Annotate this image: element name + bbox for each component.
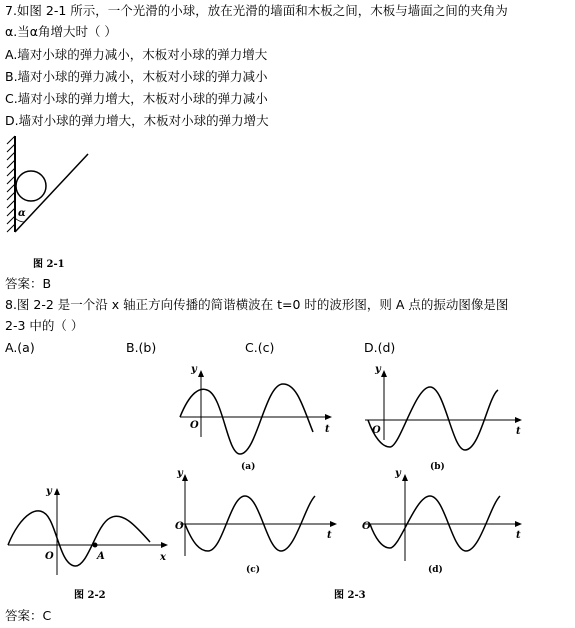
svg-text:y: y [177,468,183,479]
q7-stem-line2: α.当α角增大时（ ） [5,24,117,39]
svg-text:t: t [516,530,521,541]
q7-answer: 答案：B [5,276,52,291]
wooden-board [15,154,88,232]
svg-text:O: O [175,521,184,532]
figure-2-1-ball-between-wall-and-board [0,132,100,242]
q8-stem-line1: 8.图 2-2 是一个沿 x 轴正方向传播的简谐横波在 t=0 时的波形图，则 A 点的振动图像是图 [5,297,509,312]
figure-2-3-caption: 图 2-3 [334,590,366,601]
q7-option-d: D.墙对小球的弹力增大，木板对小球的弹力增大 [5,113,269,128]
ball [16,171,46,201]
wave-origin-label: O [45,551,54,562]
graph-a-curve [180,384,313,454]
q7-option-b: B.墙对小球的弹力减小，木板对小球的弹力减小 [5,69,268,84]
q8-option-c: C.(c) [245,340,275,355]
svg-text:t: t [327,530,332,541]
graph-b-label: (b) [430,462,445,472]
q8-stem-line2: 2-3 中的（ ） [5,318,84,333]
q8-option-b: B.(b) [126,340,157,355]
q8-option-a: A.(a) [5,340,35,355]
q8-option-d: D.(d) [364,340,396,355]
graph-d [360,466,535,578]
graph-d-label: (d) [428,565,443,575]
wave-x-label: x [160,552,166,563]
q7-stem-line1: 7.如图 2-1 所示，一个光滑的小球，放在光滑的墙面和木板之间，木板与墙面之间的夹角为 [5,3,508,18]
q8-answer: 答案：C [5,608,52,623]
svg-text:y: y [395,468,401,479]
svg-text:O: O [190,420,199,431]
angle-alpha-label: α [18,208,26,219]
q7-option-a: A.墙对小球的弹力减小，木板对小球的弹力增大 [5,47,268,62]
figure-2-2-wave [0,480,175,580]
q7-option-c: C.墙对小球的弹力增大，木板对小球的弹力减小 [5,91,268,106]
x-axis-arrow [161,542,168,548]
graph-a-label: (a) [241,462,256,472]
svg-text:y: y [191,364,197,375]
wave-y-label: y [46,486,52,497]
wave-point-a-label: A [97,551,105,562]
figure-2-1-caption: 图 2-1 [33,259,65,270]
svg-text:t: t [516,426,521,437]
point-a [93,543,98,548]
svg-text:y: y [375,364,381,375]
figure-2-2-caption: 图 2-2 [74,590,106,601]
y-axis-arrow [54,488,60,495]
graph-a [175,362,345,474]
wall-hatching [7,136,15,232]
svg-text:O: O [372,425,381,436]
graph-c [175,466,345,578]
svg-text:t: t [325,424,330,435]
wave-curve [8,511,150,566]
graph-b-curve [368,387,498,450]
graph-c-label: (c) [246,565,260,575]
svg-text:O: O [362,521,371,532]
graph-b [360,362,535,474]
